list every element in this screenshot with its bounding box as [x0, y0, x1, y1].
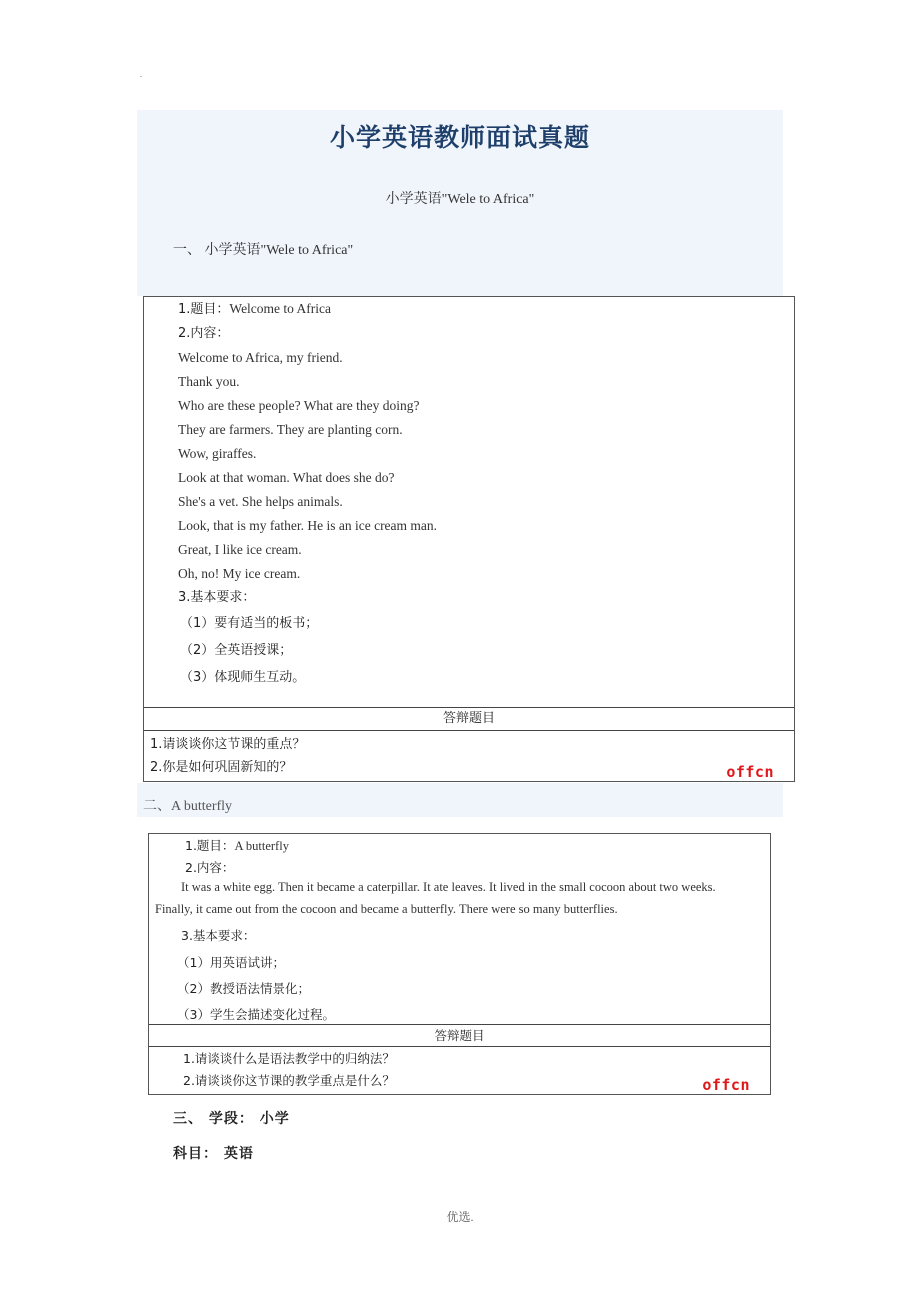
defense-questions-cell — [149, 1046, 770, 1094]
requirement-item: （3）学生会描述变化过程。 — [177, 1007, 335, 1022]
defense-question: 1.请谈谈你这节课的重点？ — [150, 737, 306, 752]
requirement-item: （1）用英语试讲； — [177, 955, 285, 970]
content-paragraph-line: It was a white egg. Then it became a caterpillar. It ate leaves. It lived in the small cocoon about two weeks. — [181, 880, 716, 894]
dialogue-line: Welcome to Africa, my friend. — [178, 350, 343, 365]
section1-heading: 一、 小学英语"Wele to Africa" — [173, 243, 354, 258]
page-title: 小学英语教师面试真题 — [329, 123, 590, 152]
dialogue-line: Look at that woman. What does she do? — [178, 470, 395, 485]
defense-question: 1.请谈谈什么是语法教学中的归纳法？ — [183, 1051, 395, 1066]
dialogue-line: Wow, giraffes. — [178, 446, 257, 461]
defense-questions-cell — [144, 730, 794, 781]
requirement-item: （3）体现师生互动。 — [180, 670, 306, 685]
offcn-logo: offcn — [726, 763, 774, 781]
page-footer: 优选. — [446, 1210, 474, 1224]
dialogue-line: Thank you. — [178, 374, 240, 389]
section1-content-cell — [144, 297, 794, 707]
content-label: 2.内容： — [178, 326, 230, 341]
defense-question: 2.请谈谈你这节课的教学重点是什么？ — [183, 1073, 395, 1088]
section3-stage: 三、 学段： 小学 — [173, 1111, 290, 1127]
section2-table — [148, 833, 771, 1095]
section2-heading: 二、A butterfly — [143, 799, 233, 814]
content-label: 2.内容： — [185, 860, 235, 875]
dialogue-line: They are farmers. They are planting corn. — [178, 422, 403, 437]
dialogue-line: Who are these people? What are they doing? — [178, 398, 420, 413]
section2-content-cell — [149, 834, 770, 1024]
content-paragraph-line: Finally, it came out from the cocoon and became a butterfly. There were so many butterflies. — [155, 902, 618, 916]
defense-header: 答辩题目 — [149, 1024, 770, 1046]
requirements-label: 3.基本要求： — [178, 590, 256, 605]
section3-subject: 科目： 英语 — [173, 1146, 254, 1162]
page-marker: . — [140, 70, 142, 79]
requirement-item: （2）教授语法情景化； — [177, 981, 310, 996]
defense-header: 答辩题目 — [144, 707, 794, 730]
page-subtitle: 小学英语"Wele to Africa" — [385, 192, 535, 207]
topic-line — [185, 835, 289, 857]
requirements-label: 3.基本要求： — [181, 928, 256, 943]
dialogue-line: Oh, no! My ice cream. — [178, 566, 301, 581]
section2-panel — [137, 783, 783, 817]
topic-label: 1.题目： — [185, 838, 235, 853]
topic-label: 1.题目： — [178, 302, 230, 317]
offcn-logo: offcn — [702, 1076, 750, 1094]
section1-table — [143, 296, 795, 782]
dialogue-line: Great, I like ice cream. — [178, 542, 302, 557]
topic-line — [178, 297, 794, 322]
dialogue-line: She's a vet. She helps animals. — [178, 494, 343, 509]
dialogue-line: Look, that is my father. He is an ice cream man. — [178, 518, 438, 533]
topic-value: Welcome to Africa — [229, 301, 332, 316]
requirement-item: （1）要有适当的板书； — [180, 616, 319, 631]
topic-value: A butterfly — [234, 839, 289, 853]
defense-question: 2.你是如何巩固新知的？ — [150, 760, 293, 775]
requirement-item: （2）全英语授课； — [180, 643, 293, 658]
